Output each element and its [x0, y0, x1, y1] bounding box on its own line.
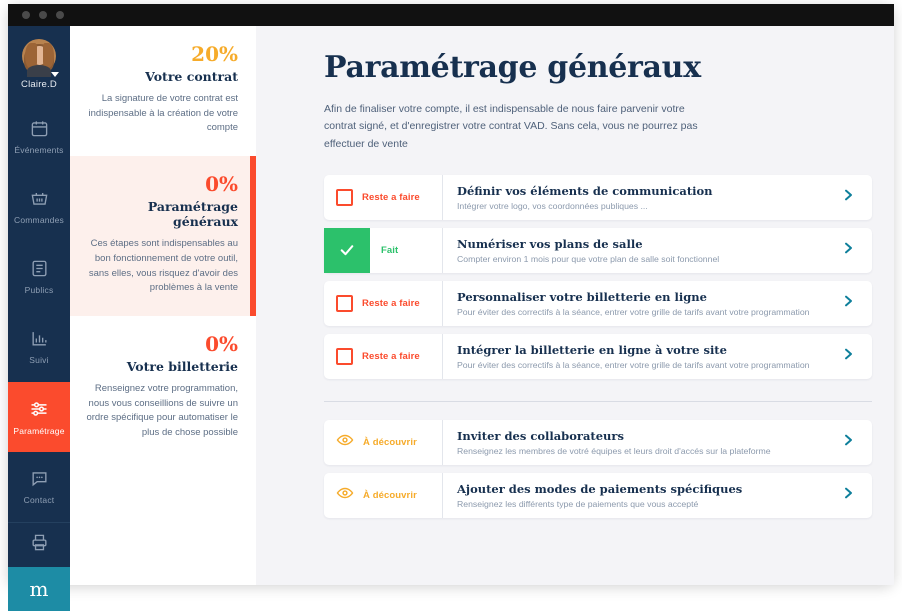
- empty-checkbox-icon[interactable]: [336, 189, 353, 206]
- window-titlebar: [8, 4, 894, 26]
- sidebar-item-label: Événements: [14, 145, 64, 155]
- progress-panel-contrat[interactable]: [70, 26, 256, 156]
- task-body: [442, 175, 824, 220]
- printer-icon: [30, 533, 49, 557]
- window-minimize-dot[interactable]: [39, 11, 47, 19]
- task-open-button[interactable]: [824, 334, 872, 379]
- progress-title: Votre contrat: [145, 69, 238, 84]
- task-subtitle: Pour éviter des correctifs à la séance, entrer votre grille de tarifs avant votre programmation: [457, 360, 810, 371]
- avatar: [22, 39, 56, 73]
- task-status[interactable]: [324, 175, 442, 220]
- print-button[interactable]: [8, 522, 70, 567]
- window-close-dot[interactable]: [22, 11, 30, 19]
- sidebar-item-publics[interactable]: [8, 242, 70, 312]
- sidebar-item-parametrage[interactable]: [8, 382, 70, 452]
- task-title: Intégrer la billetterie en ligne à votre site: [457, 342, 727, 357]
- task-open-button[interactable]: [824, 420, 872, 465]
- task-title: Personnaliser votre billetterie en ligne: [457, 289, 707, 304]
- progress-panel-parametrage[interactable]: [70, 156, 256, 316]
- task-subtitle: Intégrer votre logo, vos coordonnées publiques ...: [457, 201, 648, 212]
- task-body: [442, 334, 824, 379]
- sidebar-item-evenements[interactable]: [8, 102, 70, 172]
- task-title: Ajouter des modes de paiements spécifiques: [457, 481, 743, 496]
- task-body: [442, 281, 824, 326]
- sidebar-nav: [8, 26, 70, 601]
- task-title: Définir vos éléments de communication: [457, 183, 713, 198]
- sidebar-item-label: Commandes: [14, 215, 64, 225]
- basket-icon: [30, 189, 49, 208]
- chevron-right-icon: [841, 292, 856, 315]
- sidebar-item-suivi[interactable]: [8, 312, 70, 382]
- task-status-label: À découvrir: [363, 436, 417, 448]
- progress-description: Ces étapes sont indispensables au bon fonctionnement de votre outil, sans elles, vous risquez d'avoir des problèmes à la vente: [88, 238, 238, 294]
- page-intro: Afin de finaliser votre compte, il est indispensable de nous faire parvenir votre contrat signé, et d'enregistrer votre contrat VAD. Sans cela, vous ne pourrez pas effectuer de vente: [324, 103, 698, 150]
- task-subtitle: Compter environ 1 mois pour que votre plan de salle soit fonctionnel: [457, 254, 720, 265]
- eye-icon: [336, 484, 354, 507]
- task-status[interactable]: [324, 473, 442, 518]
- progress-percent: 0%: [205, 332, 238, 357]
- sliders-icon: [29, 399, 49, 419]
- task-status-label: À découvrir: [363, 489, 417, 501]
- task-open-button[interactable]: [824, 228, 872, 273]
- chevron-right-icon: [841, 431, 856, 454]
- section-divider: [324, 401, 872, 402]
- task-title: Inviter des collaborateurs: [457, 428, 624, 443]
- task-subtitle: Renseignez les membres de votré équipes et leurs droit d'accés sur la plateforme: [457, 446, 771, 457]
- sidebar-item-label: Publics: [24, 285, 54, 295]
- progress-percent: 20%: [191, 42, 238, 66]
- sidebar-items: [8, 102, 70, 522]
- window-controls: [22, 11, 64, 19]
- user-name: Claire.D: [21, 78, 57, 90]
- task-status[interactable]: [324, 281, 442, 326]
- window-maximize-dot[interactable]: [56, 11, 64, 19]
- task-body: [442, 228, 824, 273]
- chevron-down-icon[interactable]: [51, 72, 59, 77]
- progress-column: [70, 26, 256, 585]
- progress-description: Renseignez votre programmation, nous vous conseillions de suivre un ordre spécifique pour automatiser le plus de chose possible: [86, 383, 238, 439]
- sidebar-item-label: Paramétrage: [13, 425, 65, 436]
- task-status-label: Reste a faire: [362, 350, 420, 362]
- sidebar-item-contact[interactable]: [8, 452, 70, 522]
- task-open-button[interactable]: [824, 281, 872, 326]
- task-card[interactable]: [324, 281, 872, 326]
- sidebar-item-label: Contact: [23, 495, 55, 505]
- task-card[interactable]: [324, 175, 872, 220]
- task-open-button[interactable]: [824, 175, 872, 220]
- task-list-secondary: [324, 420, 872, 526]
- chevron-right-icon: [841, 484, 856, 507]
- task-status[interactable]: [324, 420, 442, 465]
- sidebar-item-label: Suivi: [29, 355, 49, 365]
- task-card[interactable]: [324, 228, 872, 273]
- progress-description: La signature de votre contrat est indispensable à la création de votre compte: [88, 93, 238, 134]
- task-status-label: Fait: [381, 244, 399, 256]
- chevron-right-icon: [841, 239, 856, 262]
- task-list-primary: [324, 175, 872, 387]
- check-icon: [324, 228, 370, 273]
- task-status-label: Reste a faire: [362, 191, 420, 203]
- chat-icon: [30, 469, 49, 488]
- task-title: Numériser vos plans de salle: [457, 236, 643, 251]
- page-title: Paramétrage généraux: [324, 50, 701, 85]
- sidebar-item-commandes[interactable]: [8, 172, 70, 242]
- bar-chart-icon: [30, 329, 49, 348]
- app-logo[interactable]: m: [8, 567, 70, 611]
- progress-panel-billetterie[interactable]: [70, 316, 256, 461]
- empty-checkbox-icon[interactable]: [336, 295, 353, 312]
- task-open-button[interactable]: [824, 473, 872, 518]
- main-content: [256, 26, 894, 585]
- progress-title: Paramétrage généraux: [147, 199, 238, 230]
- empty-checkbox-icon[interactable]: [336, 348, 353, 365]
- task-status[interactable]: [324, 228, 442, 273]
- user-account-block[interactable]: [8, 26, 70, 102]
- list-icon: [30, 259, 49, 278]
- task-card[interactable]: [324, 473, 872, 518]
- app-window: [8, 4, 894, 601]
- task-card[interactable]: [324, 420, 872, 465]
- eye-icon: [336, 431, 354, 454]
- task-body: [442, 420, 824, 465]
- task-status-label: Reste a faire: [362, 297, 420, 309]
- sidebar-bottom: [8, 522, 70, 611]
- progress-percent: 0%: [205, 172, 238, 197]
- task-card[interactable]: [324, 334, 872, 379]
- task-status[interactable]: [324, 334, 442, 379]
- task-body: [442, 473, 824, 518]
- calendar-icon: [30, 119, 49, 138]
- chevron-right-icon: [841, 186, 856, 209]
- task-subtitle: Pour éviter des correctifs à la séance, entrer votre grille de tarifs avant votre programmation: [457, 307, 810, 318]
- chevron-right-icon: [841, 345, 856, 368]
- task-subtitle: Renseignez les différents type de paiements que vous accepté: [457, 499, 699, 510]
- progress-title: Votre billetterie: [126, 359, 238, 375]
